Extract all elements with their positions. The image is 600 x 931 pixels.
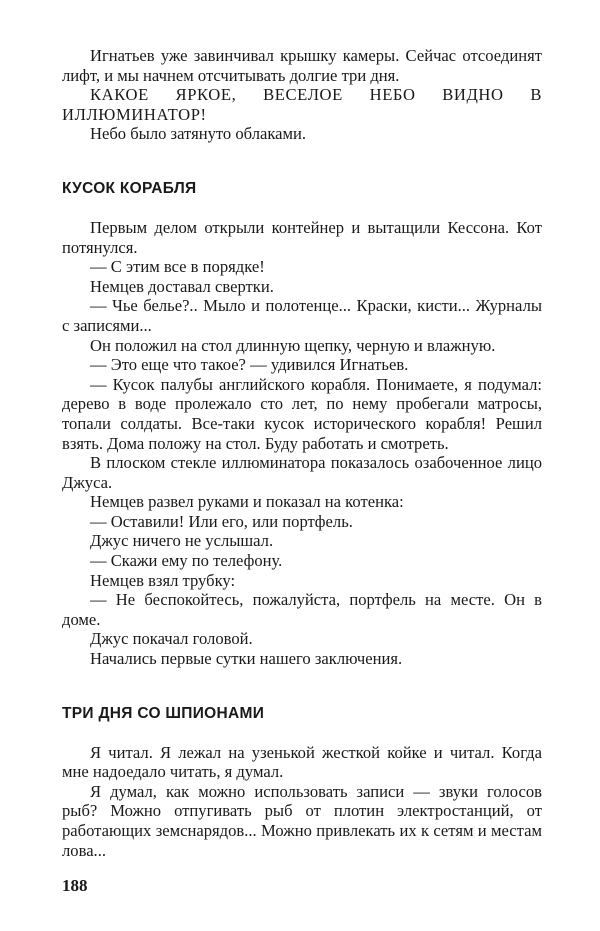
paragraph: Я думал, как можно использовать записи — звуки голосов рыб? Можно отпугивать рыб от плотин электростанций, от работающих земснарядов... Можно привлекать их к сетям и местам лова... xyxy=(62,781,542,860)
paragraph: Я читал. Я лежал на узенькой жесткой койке и читал. Когда мне надоедало читать, я думал. xyxy=(62,742,542,782)
section-heading: ТРИ ДНЯ СО ШПИОНАМИ xyxy=(62,704,265,722)
paragraph: — Чье белье?.. Мыло и полотенце... Краски, кисти... Журналы с записями... xyxy=(62,296,542,335)
page-number: 188 xyxy=(62,876,88,895)
paragraph: — Скажи ему по телефону. xyxy=(90,551,283,571)
paragraph: — Это еще что такое? — удивился Игнатьев. xyxy=(90,355,409,375)
paragraph: Джус ничего не услышал. xyxy=(90,531,274,551)
paragraph: В плоском стекле иллюминатора показалось озабоченное лицо Джуса. xyxy=(62,453,542,492)
paragraph: — С этим все в порядке! xyxy=(90,257,265,277)
paragraph: Он положил на стол длинную щепку, черную и влажную. xyxy=(90,335,496,355)
paragraph: Игнатьев уже завинчивал крышку камеры. Сейчас отсоединят лифт, и мы начнем отсчитывать долгие три дня. xyxy=(62,46,542,85)
paragraph: Джус покачал головой. xyxy=(90,629,253,649)
paragraph: — Кусок палубы английского корабля. Понимаете, я подумал: дерево в воде пролежало сто лет, по нему пробегали матросы, топали солдаты. Все-таки кусок исторического корабля! Решил взять. Дома положу на стол. Буду работать и смотреть. xyxy=(62,374,542,453)
paragraph: Небо было затянуто облаками. xyxy=(90,124,307,144)
paragraph: Немцев развел руками и показал на котенка: xyxy=(90,492,404,512)
paragraph: Первым делом открыли контейнер и вытащили Кессона. Кот потянулся. xyxy=(62,217,542,257)
section-heading: КУСОК КОРАБЛЯ xyxy=(62,179,197,197)
paragraph: Немцев взял трубку: xyxy=(90,570,236,590)
paragraph-caps: КАКОЕ ЯРКОЕ, ВЕСЕЛОЕ НЕБО ВИДНО В ИЛЛЮМИНАТОР! xyxy=(62,85,542,124)
paragraph: Начались первые сутки нашего заключения. xyxy=(90,649,403,669)
paragraph: Немцев доставал свертки. xyxy=(90,276,274,296)
paragraph: — Оставили! Или его, или портфель. xyxy=(90,511,353,531)
paragraph: — Не беспокойтесь, пожалуйста, портфель на месте. Он в доме. xyxy=(62,590,542,629)
